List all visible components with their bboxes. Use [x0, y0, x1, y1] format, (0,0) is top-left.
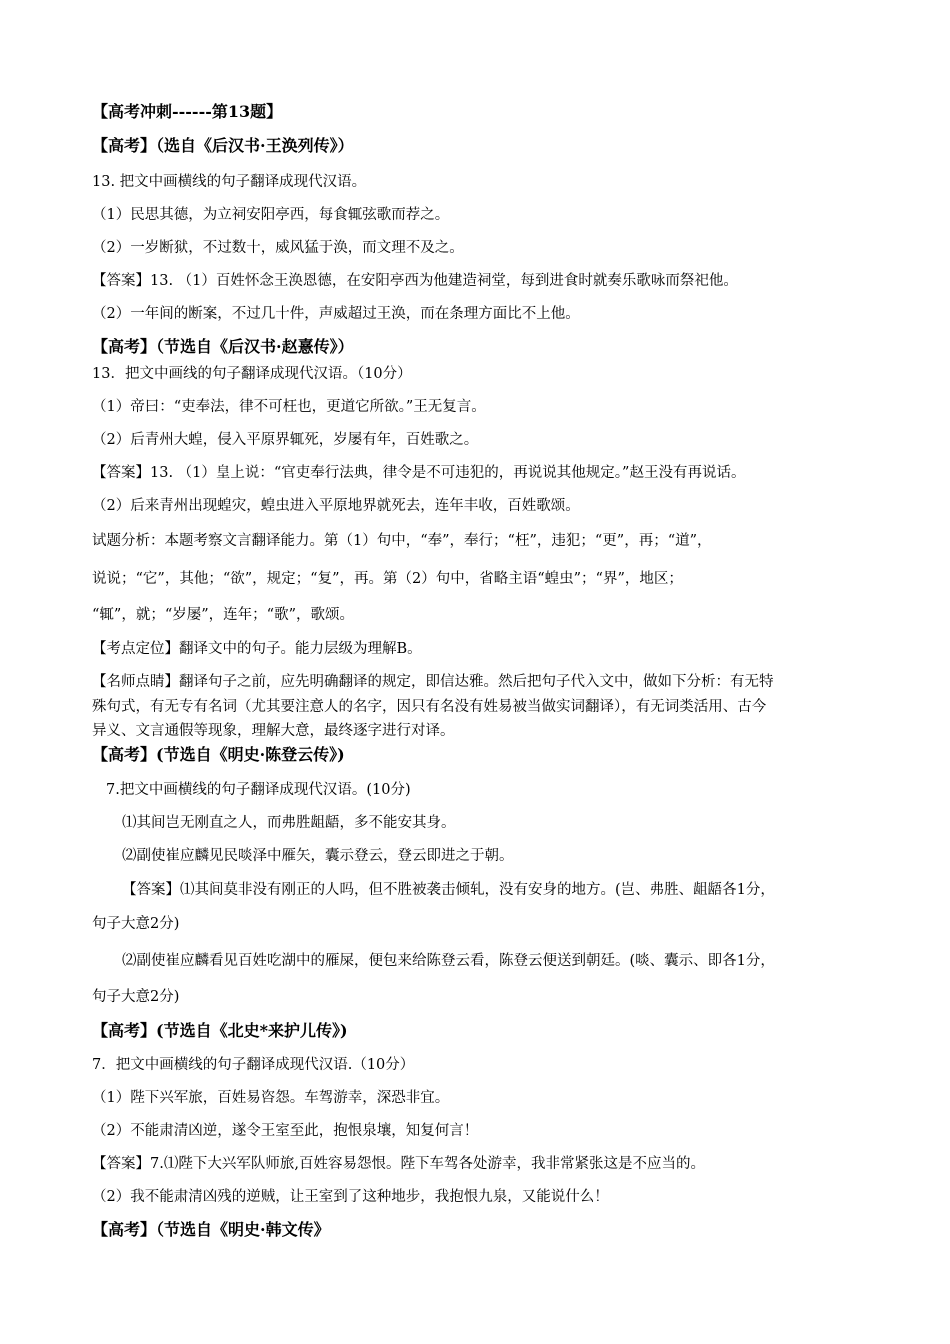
answer-line: （2）后来青州出现蝗灾，蝗虫进入平原地界就死去，连年丰收，百姓歌颂。 — [92, 498, 580, 514]
question-prompt: 7.把文中画横线的句子翻译成现代汉语。(10分) — [106, 782, 411, 798]
answer-line: 句子大意2分) — [92, 916, 180, 932]
answer-line: ⑵副使崔应麟看见百姓吃湖中的雁屎，便包来给陈登云看，陈登云便送到朝廷。(啖、囊示、即各1分， — [122, 953, 775, 969]
teacher-note: 【名师点睛】翻译句子之前，应先明确翻译的规定，即信达雅。然后把句子代入文中，做如下分析：有无特 — [92, 674, 774, 690]
question-item: ⑵副使崔应麟见民啖泽中雁矢，囊示登云，登云即进之于朝。 — [122, 848, 514, 864]
question-item: ⑴其间岂无刚直之人，而弗胜龃龉，多不能安其身。 — [122, 815, 456, 831]
answer-line: 句子大意2分) — [92, 989, 180, 1005]
question-prompt: 13．把文中画线的句子翻译成现代汉语。（10分） — [92, 366, 412, 382]
analysis-text: “辄”，就；“岁屡”，连年；“歌”，歌颂。 — [92, 607, 354, 623]
answer-line: （2）我不能肃清凶残的逆贼，让王室到了这种地步，我抱恨九泉，又能说什么！ — [92, 1189, 609, 1205]
question-item: （2）后青州大蝗，侵入平原界辄死，岁屡有年，百姓歌之。 — [92, 432, 479, 448]
question-heading: 【高考】（节选自《明史·韩文传》 — [92, 1220, 330, 1239]
question-heading: 【高考】（节选自《后汉书·赵憙传》） — [92, 337, 354, 356]
question-prompt: 7．把文中画横线的句子翻译成现代汉语.（10分） — [92, 1057, 415, 1073]
answer-line: 【答案】13. （1）百姓怀念王涣恩德，在安阳亭西为他建造祠堂，每到进食时就奏乐歌咏而祭祀他。 — [92, 273, 738, 289]
analysis-text: 说说；“它”，其他；“欲”，规定；“复”，再。第（2）句中，省略主语“蝗虫”；“界”，地区； — [92, 571, 683, 587]
key-point: 【考点定位】翻译文中的句子。能力层级为理解B。 — [92, 641, 422, 657]
analysis-text: 试题分析：本题考察文言翻译能力。第（1）句中，“奉”，奉行；“枉”，违犯；“更”，再；“道”， — [92, 533, 712, 549]
question-item: （2）不能肃清凶逆，遂令王室至此，抱恨泉壤，知复何言！ — [92, 1123, 479, 1139]
teacher-note: 殊句式，有无专有名词（尤其要注意人的名字，因只有名没有姓易被当做实词翻译），有无词类活用、古今 — [92, 699, 767, 715]
answer-line: 【答案】⑴其间莫非没有刚正的人吗，但不胜被袭击倾轧，没有安身的地方。(岂、弗胜、龃龉各1分， — [122, 882, 775, 898]
question-item: （1）民思其德，为立祠安阳亭西，每食辄弦歌而荐之。 — [92, 207, 450, 223]
answer-line: 【答案】13. （1）皇上说：“官吏奉行法典，律令是不可违犯的，再说说其他规定。”赵王没有再说话。 — [92, 465, 746, 481]
question-heading: 【高考】(节选自《北史*来护儿传》) — [92, 1021, 348, 1040]
question-item: （2）一岁断狱，不过数十，威风猛于涣，而文理不及之。 — [92, 240, 464, 256]
teacher-note: 异义、文言通假等现象，理解大意，最终逐字进行对译。 — [92, 723, 455, 739]
section-heading: 【高考冲刺------第13题】 — [92, 102, 283, 121]
question-heading: 【高考】(节选自《明史·陈登云传》) — [92, 745, 345, 764]
answer-line: （2）一年间的断案，不过几十件，声威超过王涣，而在条理方面比不上他。 — [92, 306, 580, 322]
question-item: （1）帝曰：“吏奉法，律不可枉也，更道它所欲。”王无复言。 — [92, 399, 486, 415]
question-item: （1）陛下兴军旅，百姓易咨怨。车驾游幸，深恐非宜。 — [92, 1090, 450, 1106]
question-heading: 【高考】（选自《后汉书·王涣列传》） — [92, 136, 354, 155]
answer-line: 【答案】7.⑴陛下大兴军队师旅,百姓容易怨恨。陛下车驾各处游幸，我非常紧张这是不应当的。 — [92, 1156, 705, 1172]
question-prompt: 13. 把文中画横线的句子翻译成现代汉语。 — [92, 174, 367, 190]
